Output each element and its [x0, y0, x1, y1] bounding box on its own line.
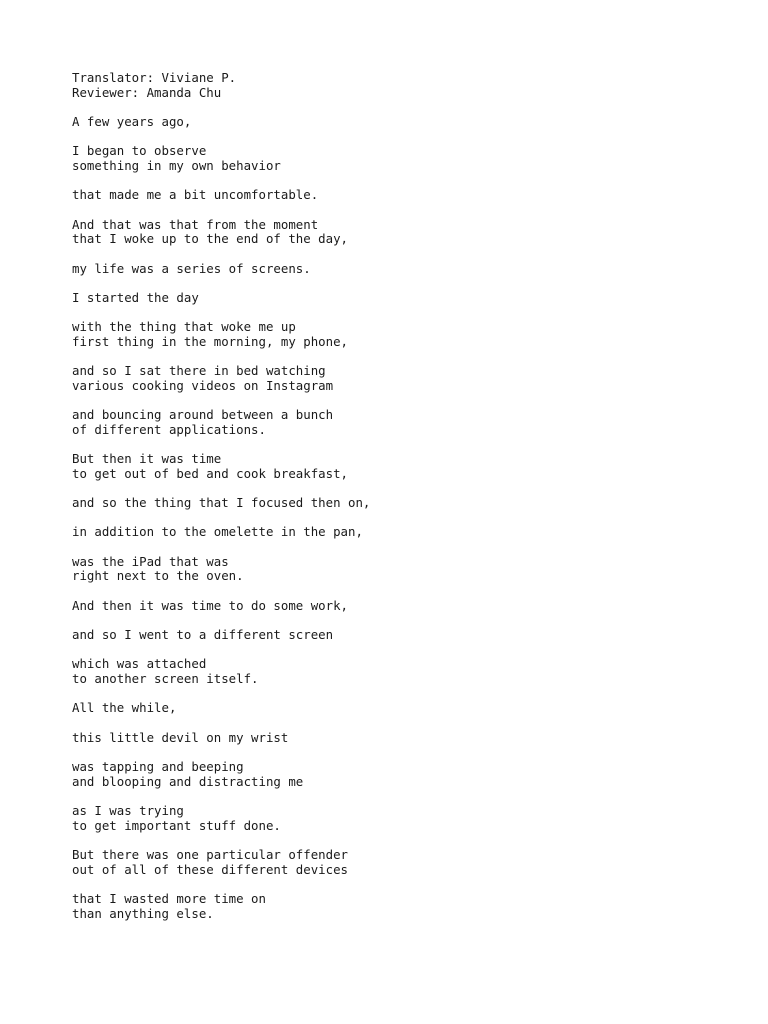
transcript-line: and bouncing around between a bunch	[72, 407, 334, 423]
transcript-line: with the thing that woke me up	[72, 319, 296, 335]
transcript-paragraph	[72, 525, 712, 540]
transcript-paragraph	[72, 262, 712, 277]
transcript-line: and so I went to a different screen	[72, 627, 334, 643]
transcript-paragraph	[72, 452, 712, 481]
transcript-line: was the iPad that was	[72, 553, 229, 569]
credits-block	[72, 71, 712, 100]
transcript-paragraph	[72, 657, 712, 686]
transcript-line: right next to the oven.	[72, 568, 244, 584]
transcript-line: than anything else.	[72, 905, 214, 921]
transcript-page	[72, 71, 712, 936]
transcript-paragraph	[72, 599, 712, 614]
transcript-paragraph	[72, 188, 712, 203]
transcript-paragraph	[72, 218, 712, 247]
transcript-line: and so the thing that I focused then on,	[72, 495, 371, 511]
transcript-line: was tapping and beeping	[72, 758, 244, 774]
transcript-line: But then it was time	[72, 451, 222, 467]
transcript-line: to another screen itself.	[72, 671, 259, 687]
transcript-paragraph	[72, 731, 712, 746]
transcript-line: And that was that from the moment	[72, 216, 319, 232]
transcript-paragraph	[72, 848, 712, 877]
transcript-paragraph	[72, 555, 712, 584]
transcript-line: first thing in the morning, my phone,	[72, 333, 349, 349]
transcript-line: that I woke up to the end of the day,	[72, 231, 349, 247]
transcript-paragraph	[72, 320, 712, 349]
transcript-line: out of all of these different devices	[72, 861, 349, 877]
transcript-line: and so I sat there in bed watching	[72, 363, 326, 379]
transcript-line: A few years ago,	[72, 114, 192, 129]
transcript-line: of different applications.	[72, 421, 266, 437]
transcript-line: that made me a bit uncomfortable.	[72, 187, 319, 203]
transcript-line: which was attached	[72, 656, 207, 672]
transcript-line: in addition to the omelette in the pan,	[72, 524, 363, 540]
transcript-line: this little devil on my wrist	[72, 729, 289, 745]
transcript-paragraph	[72, 760, 712, 789]
transcript-line: and blooping and distracting me	[72, 773, 304, 789]
transcript-paragraph	[72, 144, 712, 173]
transcript-paragraph	[72, 364, 712, 393]
transcript-paragraph	[72, 628, 712, 643]
transcript-line: my life was a series of screens.	[72, 260, 311, 276]
translator-credit: Translator: Viviane P.	[72, 70, 237, 85]
transcript-paragraph	[72, 496, 712, 511]
transcript-line: But there was one particular offender	[72, 846, 349, 862]
transcript-line: All the while,	[72, 700, 177, 716]
transcript-paragraph	[72, 892, 712, 921]
transcript-paragraph	[72, 408, 712, 437]
transcript-line: to get important stuff done.	[72, 817, 281, 833]
transcript-line: various cooking videos on Instagram	[72, 377, 334, 393]
transcript-line: And then it was time to do some work,	[72, 597, 349, 613]
transcript-line: that I wasted more time on	[72, 890, 266, 906]
transcript-paragraph	[72, 701, 712, 716]
transcript-line: I started the day	[72, 289, 199, 305]
transcript-paragraph	[72, 291, 712, 306]
transcript-paragraph	[72, 115, 712, 130]
reviewer-credit: Reviewer: Amanda Chu	[72, 84, 222, 100]
transcript-paragraph	[72, 804, 712, 833]
transcript-line: to get out of bed and cook breakfast,	[72, 465, 349, 481]
transcript-line: something in my own behavior	[72, 158, 281, 173]
transcript-line: as I was trying	[72, 802, 184, 818]
transcript-line: I began to observe	[72, 143, 207, 159]
